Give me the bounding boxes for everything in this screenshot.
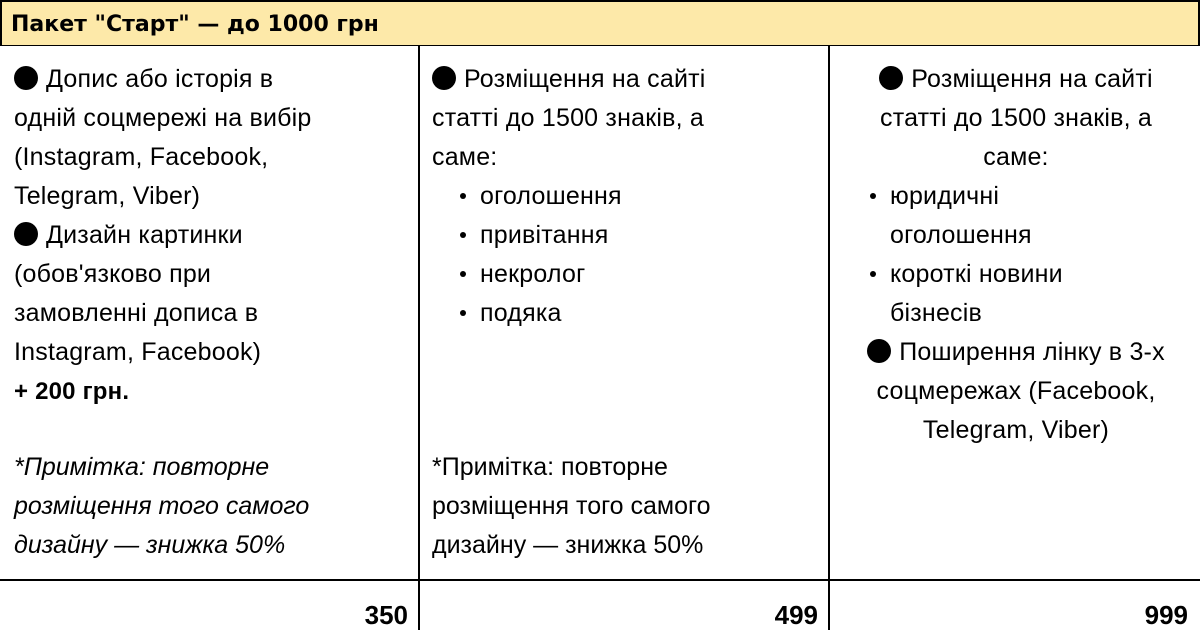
feature-item bbox=[836, 60, 1196, 177]
column-divider bbox=[828, 46, 830, 630]
list-bullet-icon bbox=[460, 271, 466, 277]
list-item: оголошення bbox=[432, 177, 824, 216]
list-item: юридичні оголошення bbox=[864, 177, 1196, 255]
list-bullet-icon bbox=[460, 232, 466, 238]
column-3-description bbox=[836, 60, 1196, 450]
feature-text: Дизайн картинки (обов'язково при замовленні дописа в Instagram, Facebook) bbox=[14, 221, 262, 366]
list-item: подяка bbox=[432, 294, 824, 333]
bullet-icon bbox=[432, 66, 456, 90]
price-value: 999 bbox=[1144, 600, 1188, 630]
feature-text: Розміщення на сайті статті до 1500 знаків, а саме: bbox=[432, 65, 706, 171]
column-divider bbox=[418, 46, 420, 630]
feature-item bbox=[432, 60, 824, 177]
discount-note: *Примітка: повторне розміщення того самого дизайну — знижка 50% bbox=[432, 453, 711, 559]
package-title: Пакет "Старт" — до 1000 грн bbox=[11, 12, 379, 37]
bullet-icon bbox=[14, 66, 38, 90]
list-bullet-icon bbox=[870, 271, 876, 277]
list-item: привітання bbox=[432, 216, 824, 255]
price-row-divider bbox=[0, 579, 1200, 581]
article-types-list bbox=[836, 177, 1196, 333]
feature-text: Поширення лінку в 3-х соцмережах (Facebook, Telegram, Viber) bbox=[876, 338, 1165, 444]
extra-price: + 200 грн. bbox=[14, 378, 130, 405]
list-bullet-icon bbox=[870, 193, 876, 199]
bullet-icon bbox=[867, 339, 891, 363]
price-value: 350 bbox=[364, 600, 408, 630]
feature-item bbox=[836, 333, 1196, 450]
list-bullet-icon bbox=[460, 310, 466, 316]
bullet-icon bbox=[14, 222, 38, 246]
list-item: некролог bbox=[432, 255, 824, 294]
package-header bbox=[0, 0, 1200, 46]
feature-text: Допис або історія в одній соцмережі на вибір (Instagram, Facebook, Telegram, Viber) bbox=[14, 65, 312, 210]
feature-text: Розміщення на сайті статті до 1500 знаків, а саме: bbox=[880, 65, 1153, 171]
article-types-list bbox=[432, 177, 824, 333]
feature-item bbox=[14, 216, 414, 372]
column-1-description bbox=[14, 60, 414, 411]
list-bullet-icon bbox=[460, 193, 466, 199]
discount-note: *Примітка: повторне розміщення того самого дизайну — знижка 50% bbox=[14, 453, 310, 559]
price-value: 499 bbox=[774, 600, 818, 630]
list-item: короткі новини бізнесів bbox=[864, 255, 1196, 333]
column-2-description bbox=[432, 60, 824, 333]
bullet-icon bbox=[879, 66, 903, 90]
feature-item bbox=[14, 60, 414, 216]
